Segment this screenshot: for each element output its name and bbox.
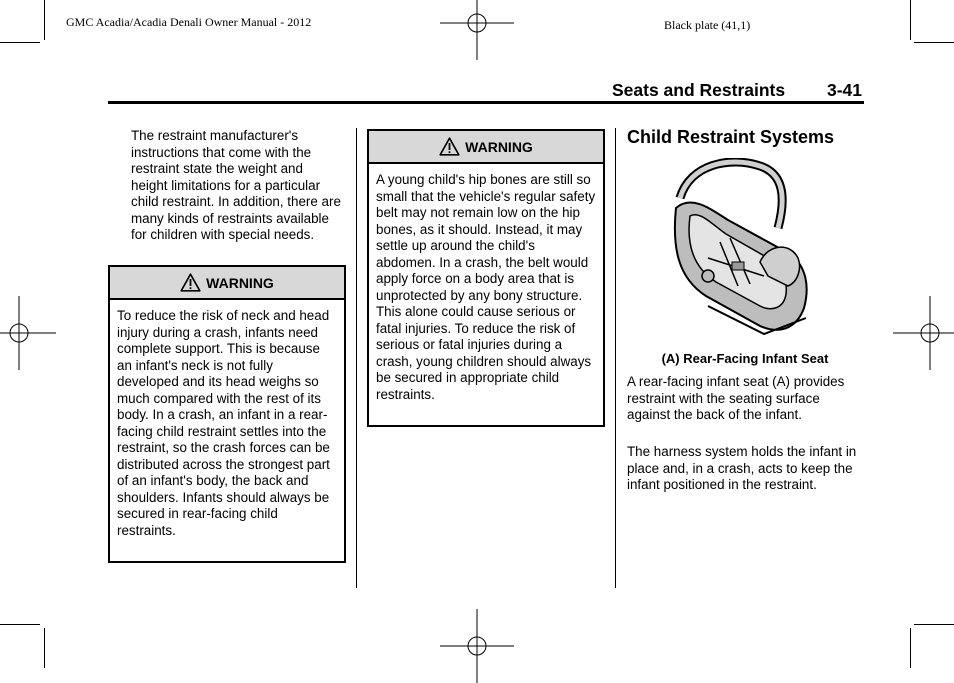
crop-mark	[44, 628, 45, 668]
crop-mark	[0, 624, 40, 625]
column-divider	[356, 128, 357, 588]
crop-mark	[914, 42, 954, 43]
registration-mark-icon	[0, 296, 56, 370]
warning-box-hip-bones	[367, 129, 605, 427]
figure-caption: (A) Rear-Facing Infant Seat	[661, 351, 829, 366]
manual-title: GMC Acadia/Acadia Denali Owner Manual - 2012	[66, 15, 312, 29]
warning-header	[110, 267, 344, 300]
column-divider	[615, 128, 616, 588]
registration-mark-icon	[893, 296, 954, 370]
section-title: Seats and Restraints	[612, 80, 786, 100]
warning-box-neck-injury	[108, 265, 346, 563]
crop-mark	[0, 42, 40, 43]
page-number: 3-41	[827, 80, 863, 100]
infant-seat-illustration	[668, 158, 812, 338]
warning-triangle-icon	[180, 273, 201, 292]
section-heading: Child Restraint Systems	[627, 127, 835, 147]
paragraph-harness: The harness system holds the infant in place and, in a crash, acts to keep the infant positioned in the restraint.	[627, 444, 857, 492]
warning-label: WARNING	[465, 138, 533, 155]
registration-mark-icon	[440, 609, 514, 683]
warning-triangle-icon	[439, 137, 460, 156]
crop-mark	[910, 628, 911, 668]
crop-mark	[914, 624, 954, 625]
intro-paragraph: The restraint manufacturer's instructions that come with the restraint state the weight and height limitations for a particular child restraint. In addition, there are many kinds of restraints available for children with special needs.	[131, 128, 341, 242]
warning-label: WARNING	[206, 274, 274, 291]
registration-mark-icon	[440, 0, 514, 60]
crop-mark	[44, 0, 45, 40]
paragraph-rear-facing: A rear-facing infant seat (A) provides restraint with the seating surface against the back of the infant.	[627, 374, 845, 422]
header-rule	[108, 101, 864, 104]
plate-label: Black plate (41,1)	[664, 18, 751, 32]
warning-text: A young child's hip bones are still so small that the vehicle's regular safety belt may not remain low on the hip bones, as it should. Instead, it may settle up around the child's abdomen. In a crash, the belt would apply force on a body area that is unprotected by any bony structure. This alone could cause serious or fatal injuries. To reduce the risk of serious or fatal injuries during a crash, young children should always be secured in appropriate child restraints.	[376, 172, 596, 402]
crop-mark	[910, 0, 911, 40]
warning-header	[369, 131, 603, 164]
warning-text: To reduce the risk of neck and head injury during a crash, infants need complete support. This is because an infant's neck is not fully developed and its head weighs so much compared with the rest of its body. In a crash, an infant in a rear-facing child restraint settles into the restraint, so the crash forces can be distributed across the strongest part of an infant's body, the back and shoulders. Infants should always be secured in rear-facing child restraints.	[117, 308, 330, 538]
